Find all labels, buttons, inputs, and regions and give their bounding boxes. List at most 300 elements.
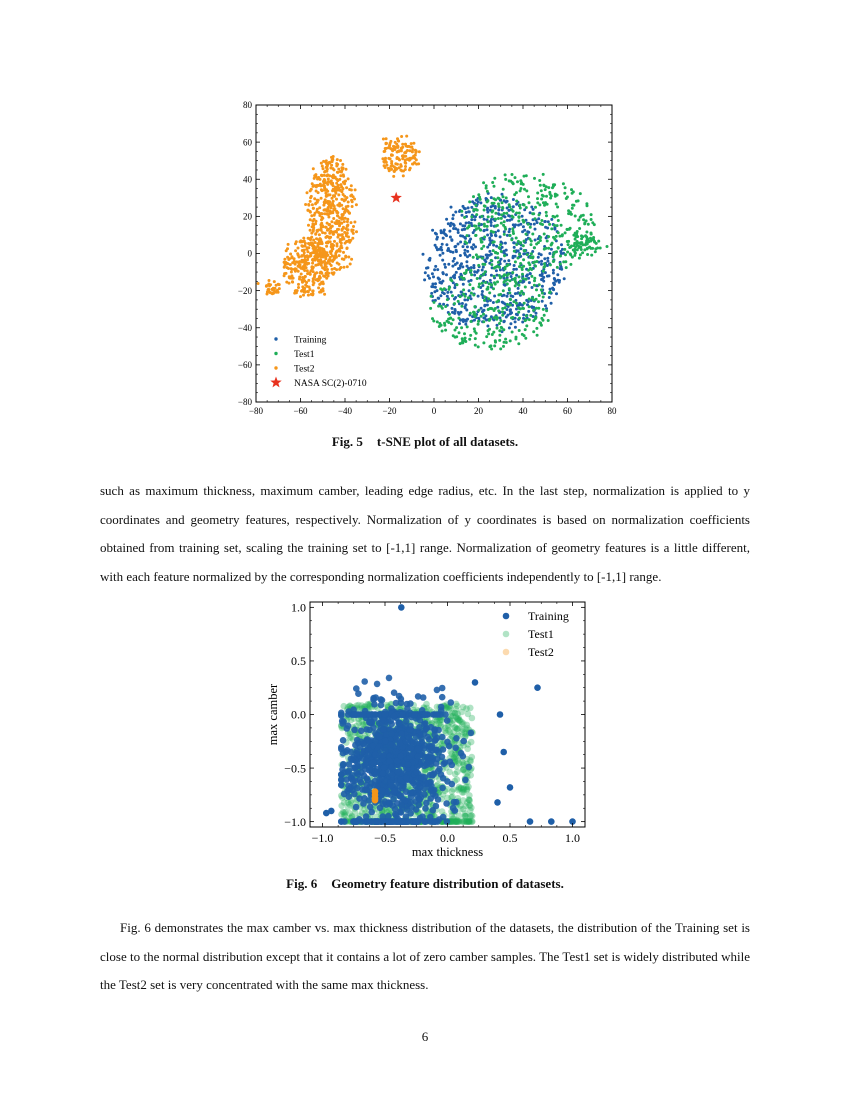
point-test1 xyxy=(553,238,556,241)
point-test1 xyxy=(552,215,555,218)
point-test1 xyxy=(455,326,458,329)
point-training xyxy=(415,693,422,700)
point-test2 xyxy=(402,174,405,177)
point-test2 xyxy=(349,263,352,266)
point-test1 xyxy=(490,259,493,262)
point-test2 xyxy=(398,158,401,161)
point-training xyxy=(473,274,476,277)
point-test2 xyxy=(322,274,325,277)
point-test2 xyxy=(319,258,322,261)
point-test2 xyxy=(291,277,294,280)
point-test1 xyxy=(519,242,522,245)
point-test2 xyxy=(347,177,350,180)
point-test1 xyxy=(508,291,511,294)
point-test1 xyxy=(486,200,489,203)
point-test2 xyxy=(385,137,388,140)
point-test2 xyxy=(389,140,392,143)
point-test2 xyxy=(347,201,350,204)
point-test1 xyxy=(569,211,572,214)
point-test1 xyxy=(528,305,531,308)
point-test2 xyxy=(335,198,338,201)
point-test1 xyxy=(478,283,481,286)
point-test2 xyxy=(308,271,311,274)
point-training xyxy=(513,264,516,267)
point-test2 xyxy=(331,160,334,163)
point-test1 xyxy=(494,251,497,254)
point-test1 xyxy=(496,327,499,330)
point-training xyxy=(343,776,350,783)
point-training xyxy=(421,711,428,718)
point-training xyxy=(402,723,409,730)
legend-marker-test1 xyxy=(274,352,277,355)
point-test2 xyxy=(401,143,404,146)
point-training xyxy=(340,737,347,744)
point-test1 xyxy=(544,201,547,204)
point-training xyxy=(422,805,429,812)
point-test2 xyxy=(322,167,325,170)
y-tick-label: 60 xyxy=(243,137,252,148)
point-test1 xyxy=(483,296,486,299)
x-tick-label: −1.0 xyxy=(311,831,334,845)
point-training xyxy=(370,724,377,731)
point-test1 xyxy=(501,201,504,204)
point-test1 xyxy=(535,307,538,310)
point-test1 xyxy=(532,255,535,258)
point-test2 xyxy=(418,150,421,153)
point-training xyxy=(436,289,439,292)
point-test1 xyxy=(465,242,468,245)
point-test2 xyxy=(296,289,299,292)
point-test2 xyxy=(320,226,323,229)
point-test2 xyxy=(404,162,407,165)
point-test1 xyxy=(455,787,462,794)
point-training xyxy=(403,775,410,782)
point-test1 xyxy=(457,300,460,303)
point-test1 xyxy=(539,239,542,242)
point-test1 xyxy=(562,260,565,263)
point-test1 xyxy=(548,291,551,294)
point-training xyxy=(431,283,434,286)
point-test1 xyxy=(515,243,518,246)
point-test1 xyxy=(502,275,505,278)
point-test1 xyxy=(483,263,486,266)
point-training xyxy=(527,277,530,280)
point-training xyxy=(460,262,463,265)
point-training xyxy=(338,782,345,789)
point-test2 xyxy=(290,268,293,271)
point-test1 xyxy=(466,797,473,804)
point-training xyxy=(482,309,485,312)
point-training xyxy=(454,211,457,214)
point-training xyxy=(392,811,399,818)
point-training xyxy=(457,267,460,270)
point-test1 xyxy=(480,315,483,318)
point-test1 xyxy=(532,309,535,312)
point-test1 xyxy=(468,338,471,341)
point-test1 xyxy=(504,338,507,341)
point-training xyxy=(496,324,499,327)
point-test1 xyxy=(452,318,455,321)
point-training xyxy=(467,210,470,213)
point-training xyxy=(541,285,544,288)
point-training xyxy=(488,237,491,240)
point-test1 xyxy=(587,223,590,226)
point-test1 xyxy=(454,776,461,783)
point-test1 xyxy=(509,339,512,342)
point-test2 xyxy=(311,290,314,293)
point-training xyxy=(422,253,425,256)
point-training xyxy=(509,322,512,325)
body-paragraph-1: such as maximum thickness, maximum camber, leading edge radius, etc. In the last step, normalization is applied to y coordinates and geometry features, respectively. Normalization of y coordinates is based on normalization coefficients obtained from training set, scaling the training set to [-1,1] range. Normalization of geometry features is a little different, with each feature normalized by the corresponding normalization coefficients independently to [-1,1] range. xyxy=(100,483,750,584)
point-test1 xyxy=(557,246,560,249)
point-test2 xyxy=(350,221,353,224)
point-test1 xyxy=(482,320,485,323)
point-test1 xyxy=(547,247,550,250)
point-test1 xyxy=(482,245,485,248)
point-training xyxy=(461,302,464,305)
point-training xyxy=(464,237,467,240)
point-test1 xyxy=(514,284,517,287)
point-test1 xyxy=(454,715,461,722)
point-training xyxy=(358,764,365,771)
point-training xyxy=(534,239,537,242)
point-test1 xyxy=(528,238,531,241)
point-test1 xyxy=(499,319,502,322)
point-test1 xyxy=(522,258,525,261)
point-test2 xyxy=(303,259,306,262)
point-test2 xyxy=(319,272,322,275)
point-test2 xyxy=(345,168,348,171)
point-training xyxy=(441,259,444,262)
point-test1 xyxy=(489,344,492,347)
point-test1 xyxy=(537,300,540,303)
point-test1 xyxy=(497,309,500,312)
point-training xyxy=(503,230,506,233)
point-test1 xyxy=(505,196,508,199)
point-test2 xyxy=(332,188,335,191)
point-test2 xyxy=(298,276,301,279)
point-training xyxy=(441,291,444,294)
point-training xyxy=(464,249,467,252)
point-test2 xyxy=(324,263,327,266)
point-test2 xyxy=(321,165,324,168)
point-test1 xyxy=(478,222,481,225)
point-test1 xyxy=(498,329,501,332)
point-test2 xyxy=(273,280,276,283)
point-training xyxy=(344,747,351,754)
point-test1 xyxy=(476,277,479,280)
point-test1 xyxy=(583,222,586,225)
point-training-outlier xyxy=(398,604,405,611)
point-training xyxy=(366,711,373,718)
point-training xyxy=(486,208,489,211)
point-test2 xyxy=(328,237,331,240)
point-test1 xyxy=(454,769,461,776)
point-training xyxy=(459,222,462,225)
point-training xyxy=(521,215,524,218)
point-training xyxy=(423,800,430,807)
point-test1 xyxy=(476,256,479,259)
point-test2 xyxy=(278,287,281,290)
point-test1 xyxy=(564,253,567,256)
point-training xyxy=(434,265,437,268)
point-training xyxy=(445,243,448,246)
point-test2 xyxy=(286,266,289,269)
point-test2 xyxy=(393,170,396,173)
point-test1 xyxy=(570,188,573,191)
point-test2 xyxy=(335,162,338,165)
point-test1 xyxy=(499,276,502,279)
point-test2 xyxy=(305,266,308,269)
x-tick-label: 20 xyxy=(474,406,483,416)
point-test2 xyxy=(309,211,312,214)
point-test2 xyxy=(393,165,396,168)
point-training xyxy=(510,294,513,297)
point-training xyxy=(474,245,477,248)
point-test2 xyxy=(340,171,343,174)
point-test2 xyxy=(324,256,327,259)
point-test1 xyxy=(503,254,506,257)
point-test2 xyxy=(352,229,355,232)
point-test1 xyxy=(488,291,491,294)
point-test1 xyxy=(540,324,543,327)
point-test2 xyxy=(383,164,386,167)
point-training xyxy=(430,791,437,798)
point-training xyxy=(453,276,456,279)
point-training xyxy=(448,699,455,706)
point-test1 xyxy=(522,277,525,280)
point-test1 xyxy=(492,287,495,290)
point-test1 xyxy=(534,316,537,319)
point-test1 xyxy=(511,331,514,334)
point-test1 xyxy=(581,251,584,254)
point-test2 xyxy=(351,205,354,208)
point-test2 xyxy=(301,279,304,282)
point-training xyxy=(445,273,448,276)
point-test1 xyxy=(472,256,475,259)
point-test1 xyxy=(490,348,493,351)
point-training xyxy=(454,245,457,248)
point-test1 xyxy=(488,319,491,322)
point-test1 xyxy=(472,294,475,297)
point-test1 xyxy=(502,289,505,292)
point-training xyxy=(395,769,402,776)
point-test1 xyxy=(490,230,493,233)
point-test2 xyxy=(339,159,342,162)
point-test2 xyxy=(409,146,412,149)
point-test2 xyxy=(288,282,291,285)
point-training xyxy=(466,245,469,248)
point-test1 xyxy=(585,231,588,234)
point-training xyxy=(461,265,464,268)
point-training xyxy=(504,201,507,204)
point-test2 xyxy=(316,250,319,253)
point-test1 xyxy=(498,266,501,269)
point-training xyxy=(439,734,446,741)
point-test1 xyxy=(552,259,555,262)
point-test1 xyxy=(593,223,596,226)
point-test1 xyxy=(500,250,503,253)
point-test1 xyxy=(447,288,450,291)
point-test1 xyxy=(496,256,499,259)
x-tick-label: −20 xyxy=(382,406,397,416)
point-test1 xyxy=(571,207,574,210)
point-test2 xyxy=(317,191,320,194)
point-test2 xyxy=(327,260,330,263)
point-test1 xyxy=(541,223,544,226)
point-test1 xyxy=(542,173,545,176)
point-test2 xyxy=(309,238,312,241)
point-test2 xyxy=(293,260,296,263)
point-test2 xyxy=(317,211,320,214)
point-test2 xyxy=(404,165,407,168)
point-test2 xyxy=(310,232,313,235)
point-test1 xyxy=(543,266,546,269)
point-test1 xyxy=(523,240,526,243)
point-test1 xyxy=(572,249,575,252)
point-test2 xyxy=(311,262,314,265)
point-test1 xyxy=(491,181,494,184)
y-tick-label: 0.5 xyxy=(291,654,306,669)
point-training xyxy=(505,249,508,252)
point-test2 xyxy=(396,137,399,140)
point-test2 xyxy=(265,284,268,287)
point-training xyxy=(510,275,513,278)
point-training xyxy=(532,208,535,211)
point-training xyxy=(431,229,434,232)
point-test2 xyxy=(291,280,294,283)
point-test2 xyxy=(295,240,298,243)
point-test1 xyxy=(527,269,530,272)
point-test2 xyxy=(318,276,321,279)
point-test1 xyxy=(562,182,565,185)
point-training xyxy=(398,696,405,703)
point-test1 xyxy=(499,293,502,296)
point-test1 xyxy=(345,804,352,811)
point-test1 xyxy=(473,330,476,333)
point-training xyxy=(453,257,456,260)
point-test1 xyxy=(514,260,517,263)
point-test1 xyxy=(454,817,461,824)
point-test1 xyxy=(338,811,345,818)
point-test1 xyxy=(460,797,467,804)
point-test2 xyxy=(305,248,308,251)
figure5-caption-text: t-SNE plot of all datasets. xyxy=(376,434,519,449)
point-test2 xyxy=(332,233,335,236)
point-test1 xyxy=(520,266,523,269)
point-training xyxy=(553,228,556,231)
point-test1 xyxy=(478,196,481,199)
point-test2 xyxy=(396,156,399,159)
point-test1 xyxy=(443,322,446,325)
point-test1 xyxy=(518,253,521,256)
point-test1 xyxy=(512,232,515,235)
point-test1 xyxy=(576,230,579,233)
point-test2 xyxy=(339,240,342,243)
point-test1 xyxy=(542,195,545,198)
point-test1 xyxy=(515,200,518,203)
point-test1 xyxy=(525,314,528,317)
point-test2 xyxy=(385,142,388,145)
point-test2 xyxy=(336,236,339,239)
point-test2 xyxy=(297,283,300,286)
legend-label: Test2 xyxy=(294,364,315,375)
point-test2 xyxy=(414,154,417,157)
point-test2 xyxy=(334,252,337,255)
point-test2 xyxy=(314,233,317,236)
point-test1 xyxy=(467,705,474,712)
point-test1 xyxy=(543,204,546,207)
point-training xyxy=(515,313,518,316)
point-training xyxy=(443,263,446,266)
point-training xyxy=(441,271,444,274)
point-test1 xyxy=(483,236,486,239)
point-training xyxy=(531,286,534,289)
point-training xyxy=(421,785,428,792)
point-test1 xyxy=(554,193,557,196)
point-test2 xyxy=(349,239,352,242)
point-training xyxy=(439,694,446,701)
point-training xyxy=(338,744,345,751)
y-tick-label: −60 xyxy=(237,360,252,371)
point-test2 xyxy=(333,208,336,211)
point-training xyxy=(340,761,347,768)
point-test1 xyxy=(460,818,467,825)
point-training xyxy=(408,745,415,752)
point-training xyxy=(497,229,500,232)
point-training xyxy=(548,252,551,255)
point-test2 xyxy=(330,220,333,223)
point-test1 xyxy=(529,226,532,229)
point-training xyxy=(481,269,484,272)
point-test2 xyxy=(309,229,312,232)
point-test2 xyxy=(323,189,326,192)
point-test2 xyxy=(400,135,403,138)
point-training xyxy=(370,759,377,766)
point-test1 xyxy=(493,267,496,270)
y-tick-label: −20 xyxy=(237,285,252,296)
point-test2 xyxy=(308,255,311,258)
point-training xyxy=(512,205,515,208)
point-training xyxy=(443,229,446,232)
point-training xyxy=(459,311,462,314)
point-test2 xyxy=(340,234,343,237)
point-test1 xyxy=(531,297,534,300)
point-training xyxy=(488,250,491,253)
point-training xyxy=(445,218,448,221)
point-training xyxy=(457,231,460,234)
point-test1 xyxy=(543,262,546,265)
point-test1 xyxy=(456,283,459,286)
point-test1 xyxy=(449,278,452,281)
legend-label: NASA SC(2)-0710 xyxy=(294,379,367,389)
point-test1 xyxy=(530,275,533,278)
point-test1 xyxy=(533,284,536,287)
point-test2 xyxy=(395,167,398,170)
point-test1 xyxy=(520,187,523,190)
point-test2 xyxy=(321,281,324,284)
point-test2 xyxy=(298,263,301,266)
point-training xyxy=(364,818,371,825)
point-test2 xyxy=(326,271,329,274)
point-test2 xyxy=(346,229,349,232)
point-test1 xyxy=(576,240,579,243)
point-test2 xyxy=(283,266,286,269)
point-test1 xyxy=(590,213,593,216)
point-training xyxy=(535,312,538,315)
point-test2 xyxy=(350,258,353,261)
y-tick-label: −80 xyxy=(237,397,252,408)
